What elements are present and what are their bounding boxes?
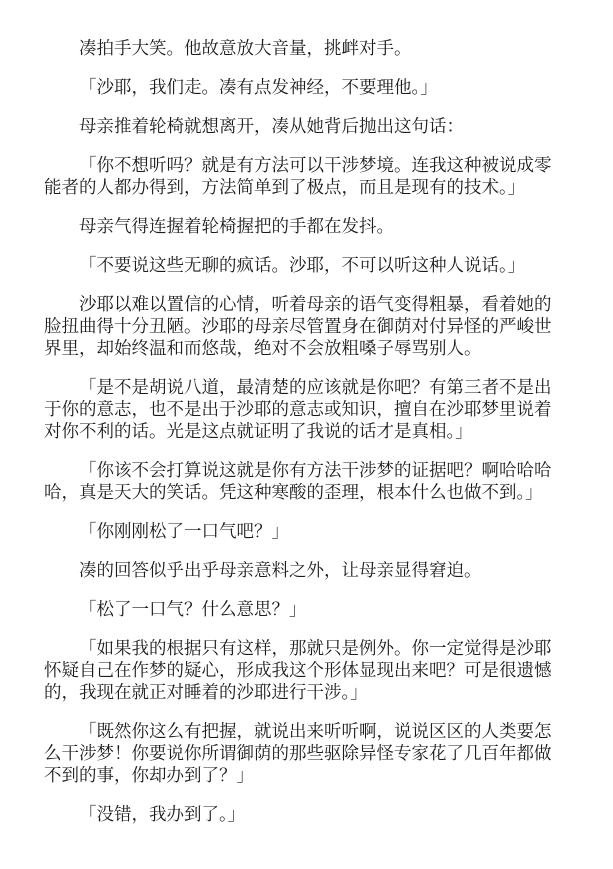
page-text-block (44, 37, 552, 825)
paragraph-10: 「你刚刚松了一口气吧？」 (79, 521, 289, 541)
paragraph-8: 「是不是胡说八道，最清楚的应该就是你吧？有第三者不是出于你的意志，也不是出于沙耶的意志或知识，擅自在沙耶梦里说着对你不利的话。光是这点就证明了我说的话才是真相。」 (44, 377, 552, 441)
paragraph-3: 母亲推着轮椅就想离开，凑从她背后抛出这句话： (79, 116, 464, 136)
paragraph-7: 沙耶以难以置信的心情，听着母亲的语气变得粗暴，看着她的脸扭曲得十分丑陋。沙耶的母亲尽管置身在御荫对付异怪的严峻世界里，却始终温和而悠哉，绝对不会放粗嗓子辱骂别人。 (44, 294, 552, 358)
paragraph-15: 「没错，我办到了。」 (79, 804, 246, 824)
paragraph-2: 「沙耶，我们走。凑有点发神经，不要理他。」 (79, 77, 438, 97)
paragraph-1: 凑拍手大笑。他故意放大音量，挑衅对手。 (79, 38, 412, 58)
paragraph-6: 「不要说这些无聊的疯话。沙耶，不可以听这种人说话。」 (79, 255, 526, 275)
paragraph-14: 「既然你这么有把握，就说出来听听啊，说说区区的人类要怎么干涉梦！你要说你所谓御荫的那些驱除异怪专家花了几百年都做不到的事，你却办到了？」 (44, 721, 552, 785)
paragraph-9: 「你该不会打算说这就是你有方法干涉梦的证据吧？啊哈哈哈哈，真是天大的笑话。凭这种寒酸的歪理，根本什么也做不到。」 (44, 460, 552, 502)
paragraph-5: 母亲气得连握着轮椅握把的手都在发抖。 (79, 216, 394, 236)
paragraph-11: 凑的回答似乎出乎母亲意料之外，让母亲显得窘迫。 (79, 560, 482, 580)
paragraph-4: 「你不想听吗？就是有方法可以干涉梦境。连我这种被说成零能者的人都办得到，方法简单到了极点，而且是现有的技术。」 (44, 155, 552, 197)
paragraph-13: 「如果我的根据只有这样，那就只是例外。你一定觉得是沙耶怀疑自己在作梦的疑心，形成我这个形体显现出来吧？可是很遗憾的，我现在就正对睡着的沙耶进行干涉。」 (44, 638, 552, 702)
paragraph-12: 「松了一口气？什么意思？」 (79, 599, 307, 619)
